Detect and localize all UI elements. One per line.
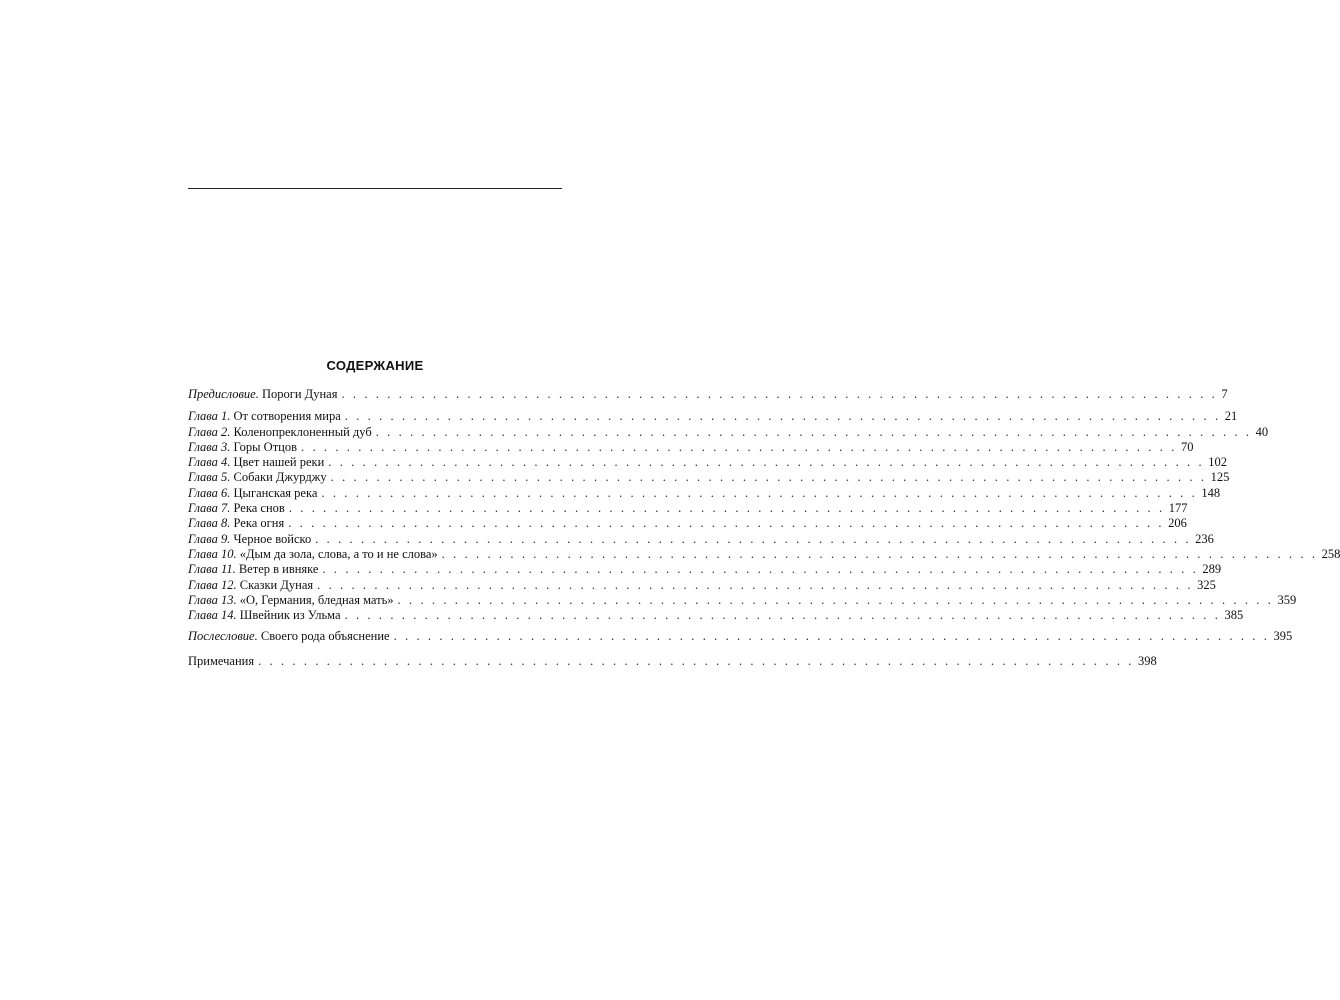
dot-leader: . . . . . . . . . . . . . . . . . . . . . . . . . . . . . . . . . . . . . . . . . . . . . . . . . . . . . . . . . . . . . . . . . . . . . . . . . . . . . xyxy=(328,455,1205,470)
dot-leader: . . . . . . . . . . . . . . . . . . . . . . . . . . . . . . . . . . . . . . . . . . . . . . . . . . . . . . . . . . . . . . . . . . . . . . . . . . . . . xyxy=(317,577,1194,592)
entry-title: Горы Отцов xyxy=(233,439,297,454)
entry-page: 206 xyxy=(1168,516,1187,531)
toc-entry-chapter xyxy=(188,501,1188,516)
entry-title: Черное войско xyxy=(233,531,312,546)
entry-label: Глава 11. xyxy=(188,562,236,577)
toc-entry-chapter xyxy=(188,409,1238,424)
entry-label: Глава 9. xyxy=(188,531,231,546)
entry-label: Глава 7. xyxy=(188,501,231,516)
entry-label: Глава 2. xyxy=(188,424,231,439)
toc-entry-chapter xyxy=(188,577,1216,593)
dot-leader: . . . . . . . . . . . . . . . . . . . . . . . . . . . . . . . . . . . . . . . . . . . . . . . . . . . . . . . . . . . . . . . . . . . . . . . . . . . . . xyxy=(322,562,1199,577)
dot-leader: . . . . . . . . . . . . . . . . . . . . . . . . . . . . . . . . . . . . . . . . . . . . . . . . . . . . . . . . . . . . . . . . . . . . . . . . . . . . . xyxy=(393,629,1270,644)
toc-entry-notes xyxy=(188,653,1157,669)
dot-leader: . . . . . . . . . . . . . . . . . . . . . . . . . . . . . . . . . . . . . . . . . . . . . . . . . . . . . . . . . . . . . . . . . . . . . . . . . . . . . xyxy=(341,387,1218,401)
entry-label: Глава 6. xyxy=(188,485,231,500)
entry-page: 7 xyxy=(1221,387,1228,401)
entry-page: 289 xyxy=(1202,562,1222,577)
entry-page: 236 xyxy=(1195,531,1214,546)
entry-label: Глава 4. xyxy=(188,455,231,470)
dot-leader: . . . . . . . . . . . . . . . . . . . . . . . . . . . . . . . . . . . . . . . . . . . . . . . . . . . . . . . . . . . . . . . . . . . . . . . . . . . . . xyxy=(288,501,1165,516)
toc-entry-chapter xyxy=(188,439,1194,455)
entry-title: Цвет нашей реки xyxy=(233,455,325,470)
toc-entry-chapter xyxy=(188,608,1244,623)
toc-entry-chapter xyxy=(188,531,1214,547)
entry-label: Глава 13. xyxy=(188,592,237,607)
entry-title: Примечания xyxy=(188,653,255,668)
entry-label: Глава 1. xyxy=(188,409,231,424)
dot-leader: . . . . . . . . . . . . . . . . . . . . . . . . . . . . . . . . . . . . . . . . . . . . . . . . . . . . . . . . . . . . . . . . . . . . . . . . . . . . . xyxy=(441,546,1318,561)
entry-page: 398 xyxy=(1138,653,1157,668)
entry-title: Река снов xyxy=(233,501,285,516)
entry-label: Глава 14. xyxy=(188,608,237,623)
dot-leader: . . . . . . . . . . . . . . . . . . . . . . . . . . . . . . . . . . . . . . . . . . . . . . . . . . . . . . . . . . . . . . . . . . . . . . . . . . . . . xyxy=(344,608,1221,623)
top-rule xyxy=(188,188,562,189)
entry-title: Своего рода объяснение xyxy=(260,629,390,644)
entry-page: 70 xyxy=(1180,439,1194,454)
chapter-list xyxy=(188,409,1340,623)
entry-page: 102 xyxy=(1208,455,1227,470)
dot-leader: . . . . . . . . . . . . . . . . . . . . . . . . . . . . . . . . . . . . . . . . . . . . . . . . . . . . . . . . . . . . . . . . . . . . . . . . . . . . . xyxy=(315,531,1192,546)
dot-leader: . . . . . . . . . . . . . . . . . . . . . . . . . . . . . . . . . . . . . . . . . . . . . . . . . . . . . . . . . . . . . . . . . . . . . . . . . . . . . xyxy=(321,485,1198,500)
entry-page: 258 xyxy=(1321,546,1340,561)
entry-title: Собаки Джурджу xyxy=(233,470,327,485)
page-title: СОДЕРЖАНИЕ xyxy=(326,358,424,373)
dot-leader: . . . . . . . . . . . . . . . . . . . . . . . . . . . . . . . . . . . . . . . . . . . . . . . . . . . . . . . . . . . . . . . . . . . . . . . . . . . . . xyxy=(258,653,1135,668)
entry-title: Швейник из Ульма xyxy=(239,608,341,623)
entry-page: 21 xyxy=(1224,409,1238,424)
entry-page: 325 xyxy=(1197,577,1216,592)
entry-label: Послесловие. xyxy=(188,629,258,644)
toc-entry-preface xyxy=(188,387,1228,402)
entry-page: 177 xyxy=(1168,501,1188,516)
entry-page: 148 xyxy=(1201,485,1221,500)
dot-leader: . . . . . . . . . . . . . . . . . . . . . . . . . . . . . . . . . . . . . . . . . . . . . . . . . . . . . . . . . . . . . . . . . . . . . . . . . . . . . xyxy=(288,516,1165,531)
entry-label: Глава 5. xyxy=(188,470,231,485)
entry-page: 125 xyxy=(1210,470,1230,485)
dot-leader: . . . . . . . . . . . . . . . . . . . . . . . . . . . . . . . . . . . . . . . . . . . . . . . . . . . . . . . . . . . . . . . . . . . . . . . . . . . . . xyxy=(344,409,1221,424)
entry-label: Глава 3. xyxy=(188,439,231,454)
entry-label: Глава 8. xyxy=(188,516,231,531)
dot-leader: . . . . . . . . . . . . . . . . . . . . . . . . . . . . . . . . . . . . . . . . . . . . . . . . . . . . . . . . . . . . . . . . . . . . . . . . . . . . . xyxy=(301,439,1177,454)
toc-entry-chapter xyxy=(188,592,1297,608)
toc-entry-chapter xyxy=(188,562,1222,577)
entry-label: Глава 10. xyxy=(188,546,237,561)
dot-leader: . . . . . . . . . . . . . . . . . . . . . . . . . . . . . . . . . . . . . . . . . . . . . . . . . . . . . . . . . . . . . . . . . . . . . . . . . . . . . xyxy=(397,592,1274,607)
entry-label: Предисловие. xyxy=(188,387,259,401)
dot-leader: . . . . . . . . . . . . . . . . . . . . . . . . . . . . . . . . . . . . . . . . . . . . . . . . . . . . . . . . . . . . . . . . . . . . . . . . . . . . . xyxy=(375,424,1252,439)
toc-entry-chapter xyxy=(188,546,1340,562)
entry-title: Ветер в ивняке xyxy=(238,562,319,577)
entry-title: Цыганская река xyxy=(233,485,318,500)
entry-label: Глава 12. xyxy=(188,577,237,592)
toc-entry-afterword xyxy=(188,629,1293,644)
entry-page: 359 xyxy=(1277,592,1297,607)
toc-entry-chapter xyxy=(188,455,1227,470)
dot-leader: . . . . . . . . . . . . . . . . . . . . . . . . . . . . . . . . . . . . . . . . . . . . . . . . . . . . . . . . . . . . . . . . . . . . . . . . . . . . . xyxy=(330,470,1207,485)
entry-page: 395 xyxy=(1273,629,1293,644)
entry-page: 40 xyxy=(1255,424,1269,439)
entry-title: «О, Германия, бледная мать» xyxy=(239,592,394,607)
entry-page: 385 xyxy=(1224,608,1244,623)
toc-entry-chapter xyxy=(188,485,1221,501)
entry-title: «Дым да зола, слова, а то и не слова» xyxy=(239,546,438,561)
toc-entry-chapter xyxy=(188,424,1269,440)
table-of-contents xyxy=(188,387,1340,669)
entry-title: От сотворения мира xyxy=(233,409,341,424)
entry-title: Коленопреклоненный дуб xyxy=(233,424,372,439)
entry-title: Река огня xyxy=(233,516,285,531)
toc-entry-chapter xyxy=(188,516,1187,531)
entry-title: Сказки Дуная xyxy=(239,577,314,592)
entry-title: Пороги Дуная xyxy=(261,387,338,401)
toc-entry-chapter xyxy=(188,470,1230,485)
